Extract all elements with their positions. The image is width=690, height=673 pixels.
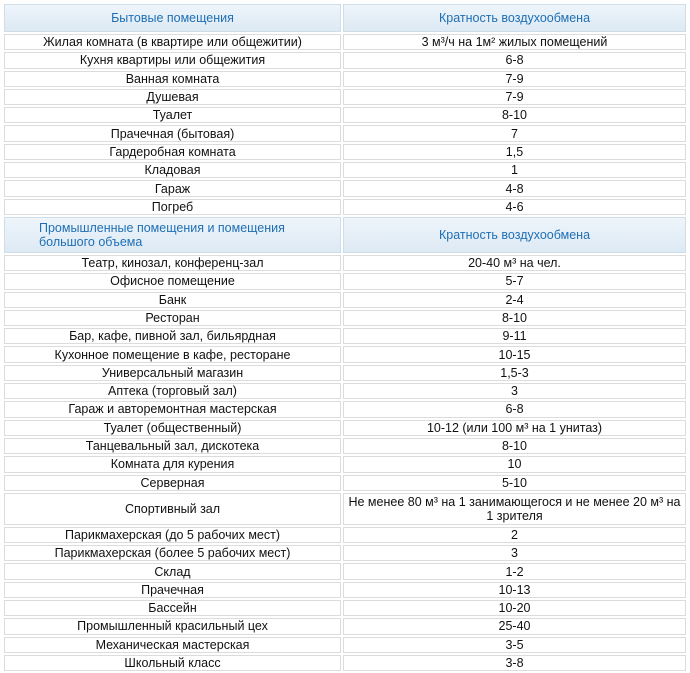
air-exchange-rate-cell: 6-8 [343,52,686,68]
room-name-cell: Гардеробная комната [4,144,341,160]
table-row [4,420,686,436]
table-row [4,273,686,289]
air-exchange-table [2,2,688,673]
room-name-cell: Театр, кинозал, конференц-зал [4,255,341,271]
air-exchange-rate-cell: 25-40 [343,618,686,634]
room-name-cell: Прачечная (бытовая) [4,125,341,141]
room-name-cell: Гараж и авторемонтная мастерская [4,401,341,417]
table-row [4,199,686,215]
room-name-cell: Школьный класс [4,655,341,671]
room-name-cell: Туалет [4,107,341,123]
table-row [4,655,686,671]
room-name-cell: Офисное помещение [4,273,341,289]
table-row [4,89,686,105]
table-row [4,34,686,50]
room-name-cell: Промышленный красильный цех [4,618,341,634]
table-row [4,438,686,454]
air-exchange-rate-cell: 2-4 [343,292,686,308]
room-name-cell: Кухня квартиры или общежития [4,52,341,68]
room-name-cell: Парикмахерская (до 5 рабочих мест) [4,527,341,543]
table-row [4,475,686,491]
air-exchange-rate-cell: 4-8 [343,180,686,196]
air-exchange-rate-cell: 10-12 (или 100 м³ на 1 унитаз) [343,420,686,436]
air-exchange-rate-cell: 7-9 [343,89,686,105]
air-exchange-rate-cell: 2 [343,527,686,543]
air-exchange-rate-cell: 10-20 [343,600,686,616]
room-name-cell: Туалет (общественный) [4,420,341,436]
table-row [4,346,686,362]
air-exchange-rate-cell: 10-15 [343,346,686,362]
room-name-cell: Танцевальный зал, дискотека [4,438,341,454]
table-row [4,125,686,141]
room-name-cell: Серверная [4,475,341,491]
air-exchange-rate-cell: 5-10 [343,475,686,491]
air-exchange-rate-cell: 1 [343,162,686,178]
room-name-cell: Душевая [4,89,341,105]
table-row [4,456,686,472]
table-row [4,618,686,634]
table-row [4,328,686,344]
table-row [4,383,686,399]
room-name-cell: Ресторан [4,310,341,326]
table-row [4,162,686,178]
section-header-row [4,217,686,253]
air-exchange-rate-cell: 5-7 [343,273,686,289]
room-name-cell: Кладовая [4,162,341,178]
room-name-cell: Аптека (торговый зал) [4,383,341,399]
room-name-cell: Ванная комната [4,71,341,87]
room-name-cell: Погреб [4,199,341,215]
room-name-cell: Парикмахерская (более 5 рабочих мест) [4,545,341,561]
table-row [4,563,686,579]
room-name-cell: Склад [4,563,341,579]
air-exchange-rate-cell: 3 [343,545,686,561]
air-exchange-rate-cell: 8-10 [343,107,686,123]
air-exchange-rate-cell: 10-13 [343,582,686,598]
air-exchange-rate-cell: 8-10 [343,438,686,454]
table-row [4,637,686,653]
air-exchange-rate-cell: 1,5-3 [343,365,686,381]
table-row [4,493,686,525]
table-row [4,365,686,381]
room-name-cell: Спортивный зал [4,493,341,525]
air-exchange-table-container [2,2,688,673]
table-row [4,180,686,196]
header-room-type: Бытовые помещения [4,4,341,32]
header-room-type: Промышленные помещения и помещения большого объема [4,217,341,253]
header-air-exchange-rate: Кратность воздухообмена [343,4,686,32]
room-name-cell: Гараж [4,180,341,196]
air-exchange-rate-cell: 3-5 [343,637,686,653]
table-row [4,582,686,598]
table-row [4,52,686,68]
table-row [4,527,686,543]
table-body [4,4,686,671]
table-row [4,545,686,561]
air-exchange-rate-cell: 1-2 [343,563,686,579]
table-row [4,71,686,87]
air-exchange-rate-cell: 8-10 [343,310,686,326]
air-exchange-rate-cell: 20-40 м³ на чел. [343,255,686,271]
air-exchange-rate-cell: 10 [343,456,686,472]
air-exchange-rate-cell: 9-11 [343,328,686,344]
room-name-cell: Кухонное помещение в кафе, ресторане [4,346,341,362]
table-row [4,255,686,271]
table-row [4,310,686,326]
air-exchange-rate-cell: 3 м³/ч на 1м² жилых помещений [343,34,686,50]
air-exchange-rate-cell: 3-8 [343,655,686,671]
table-row [4,401,686,417]
room-name-cell: Комната для курения [4,456,341,472]
table-row [4,600,686,616]
air-exchange-rate-cell: Не менее 80 м³ на 1 занимающегося и не менее 20 м³ на 1 зрителя [343,493,686,525]
table-row [4,107,686,123]
air-exchange-rate-cell: 1,5 [343,144,686,160]
air-exchange-rate-cell: 7 [343,125,686,141]
table-row [4,144,686,160]
room-name-cell: Бар, кафе, пивной зал, бильярдная [4,328,341,344]
room-name-cell: Прачечная [4,582,341,598]
room-name-cell: Бассейн [4,600,341,616]
air-exchange-rate-cell: 3 [343,383,686,399]
header-air-exchange-rate: Кратность воздухообмена [343,217,686,253]
room-name-cell: Жилая комната (в квартире или общежитии) [4,34,341,50]
table-row [4,292,686,308]
air-exchange-rate-cell: 7-9 [343,71,686,87]
room-name-cell: Банк [4,292,341,308]
room-name-cell: Универсальный магазин [4,365,341,381]
air-exchange-rate-cell: 4-6 [343,199,686,215]
air-exchange-rate-cell: 6-8 [343,401,686,417]
room-name-cell: Механическая мастерская [4,637,341,653]
section-header-row [4,4,686,32]
